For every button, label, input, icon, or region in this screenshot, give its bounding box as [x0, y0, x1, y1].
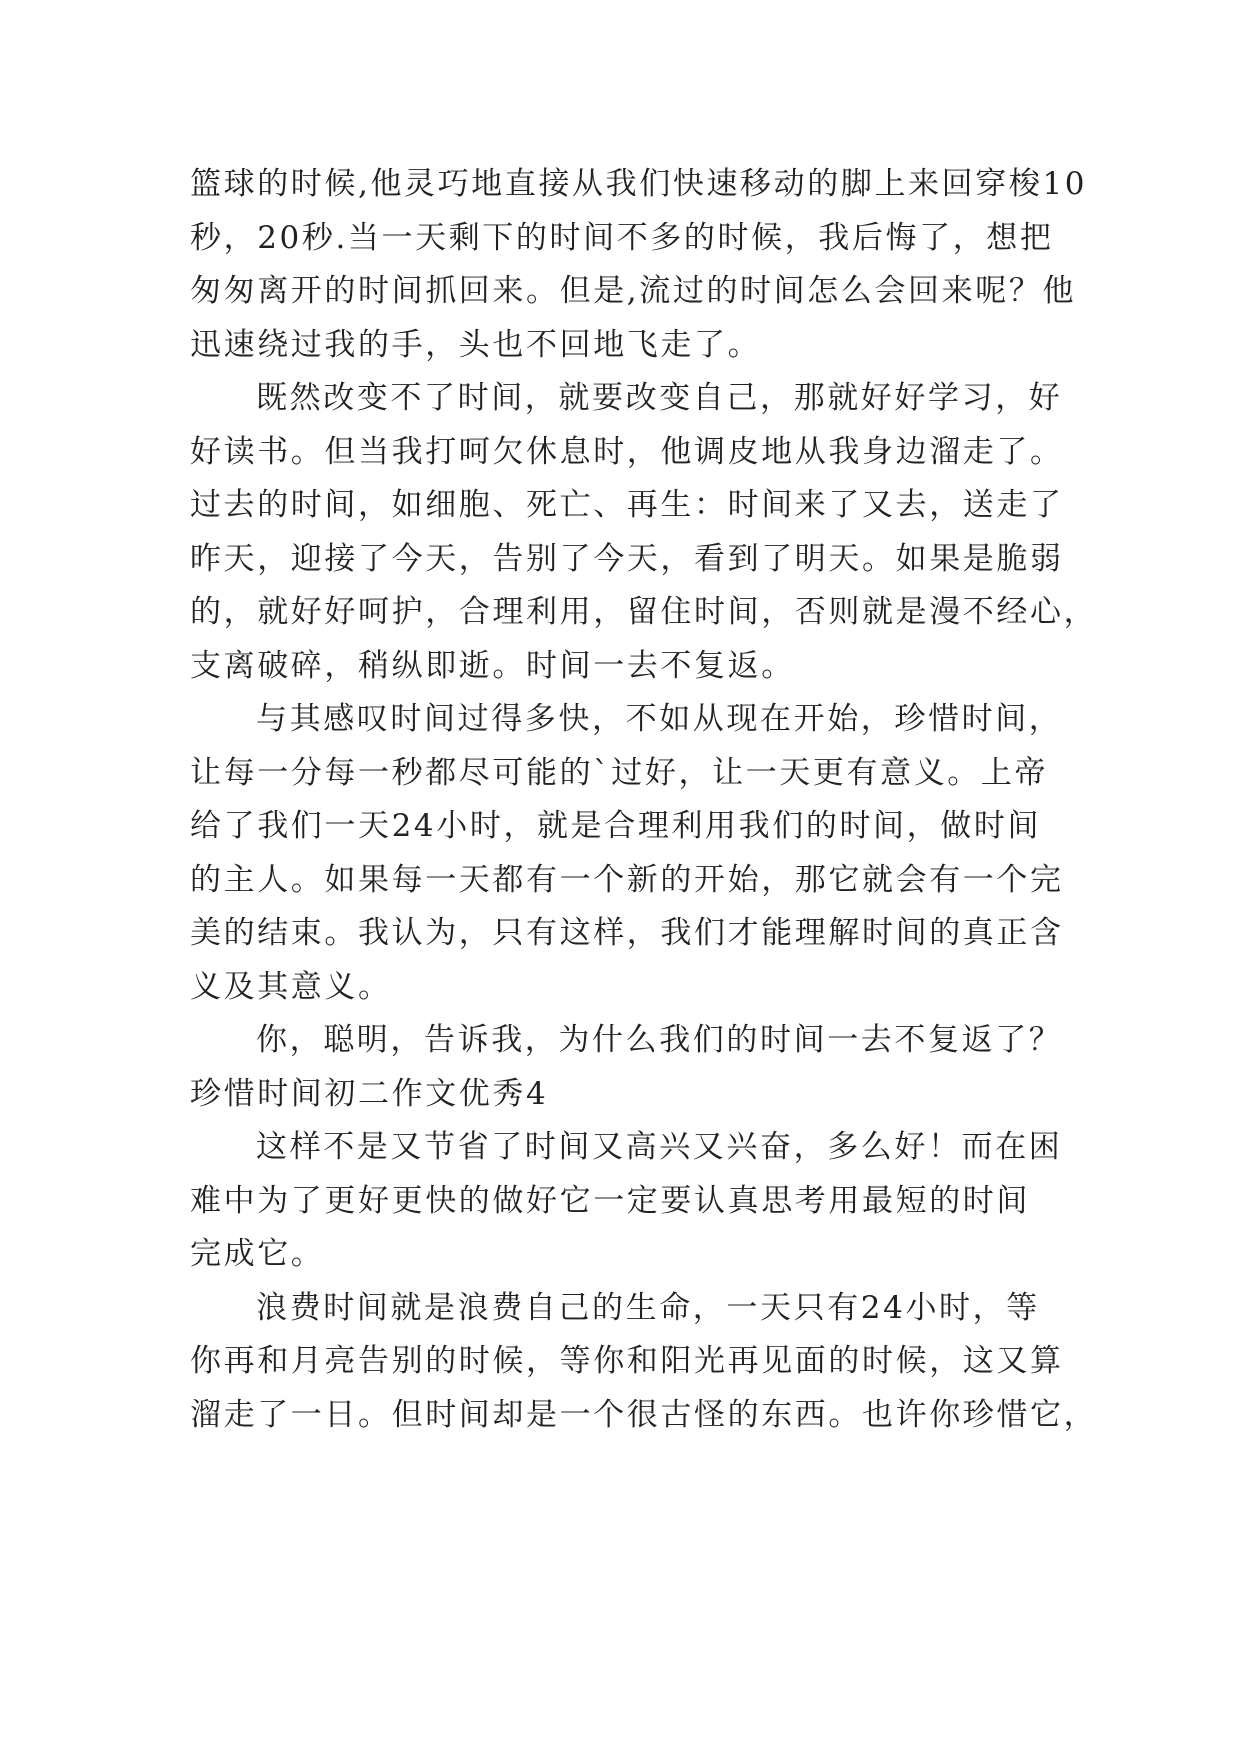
paragraph-start-line: 你，聪明，告诉我，为什么我们的时间一去不复返了？	[256, 1022, 1063, 1058]
text-line: 难中为了更好更快的做好它一定要认真思考用最短的时间	[190, 1182, 1030, 1219]
text-line: 过去的时间，如细胞、死亡、再生：时间来了又去，送走了	[190, 487, 1064, 523]
text-line: 篮球的时候,他灵巧地直接从我们快速移动的脚上来回穿梭10	[190, 166, 1088, 202]
text-line: 完成它。	[190, 1236, 325, 1272]
text-line: 你再和月亮告别的时候，等你和阳光再见面的时候，这又算	[190, 1343, 1064, 1379]
paragraph-start-line: 与其感叹时间过得多快，不如从现在开始，珍惜时间，	[256, 701, 1063, 737]
text-line: 好读书。但当我打呵欠休息时，他调皮地从我身边溜走了。	[190, 433, 1064, 470]
text-line: 秒，20秒.当一天剩下的时间不多的时候，我后悔了，想把	[190, 219, 1054, 256]
text-line: 义及其意义。	[190, 968, 392, 1005]
text-line: 昨天，迎接了今天，告别了今天，看到了明天。如果是脆弱	[190, 540, 1064, 577]
paragraph-start-line: 浪费时间就是浪费自己的生命，一天只有24小时，等	[256, 1289, 1040, 1326]
text-line: 的，就好好呵护，合理利用，留住时间，否则就是漫不经心，	[190, 594, 1098, 630]
text-line: 支离破碎，稍纵即逝。时间一去不复返。	[190, 647, 795, 684]
text-line: 溜走了一日。但时间却是一个很古怪的东西。也许你珍惜它，	[190, 1396, 1098, 1433]
paragraph-start-line: 这样不是又节省了时间又高兴又兴奋，多么好！而在困	[256, 1129, 1063, 1165]
text-line: 迅速绕过我的手，头也不回地飞走了。	[190, 326, 762, 363]
text-line: 美的结束。我认为，只有这样，我们才能理解时间的真正含	[190, 915, 1064, 951]
text-line: 给了我们一天24小时，就是合理利用我们的时间，做时间	[190, 808, 1042, 844]
paragraph-start-line: 既然改变不了时间，就要改变自己，那就好好学习，好	[256, 380, 1063, 416]
section-heading: 珍惜时间初二作文优秀4	[190, 1075, 549, 1112]
text-line: 的主人。如果每一天都有一个新的开始，那它就会有一个完	[190, 861, 1064, 898]
text-line: 让每一分每一秒都尽可能的`过好，让一天更有意义。上帝	[190, 754, 1049, 791]
text-line: 匆匆离开的时间抓回来。但是,流过的时间怎么会回来呢？他	[190, 273, 1077, 309]
body-text	[190, 158, 1098, 1442]
